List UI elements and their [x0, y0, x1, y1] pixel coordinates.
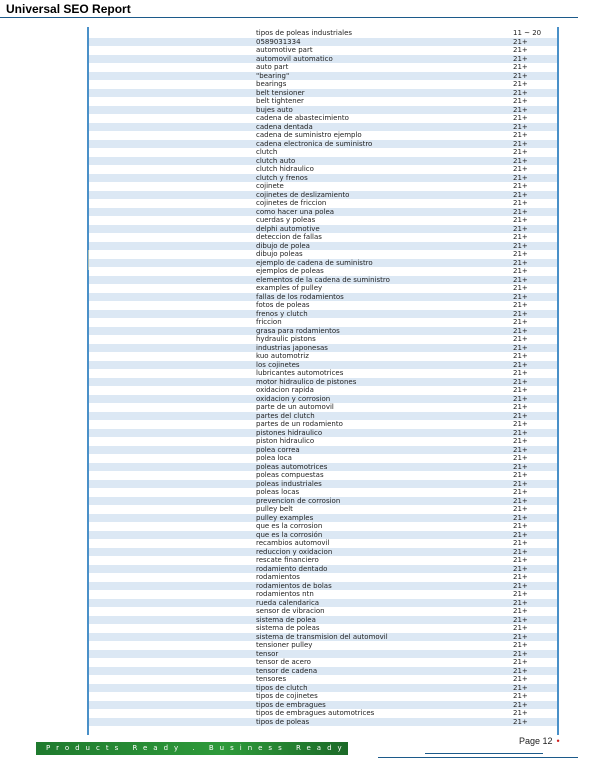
rank-cell: 21+ [513, 530, 528, 539]
table-row [89, 38, 557, 47]
footer-tagline-bar [36, 742, 348, 755]
table-row [89, 369, 557, 378]
rank-cell: 21+ [513, 377, 528, 386]
table-row [89, 72, 557, 81]
keyword-cell: delphi automotive [256, 224, 320, 233]
rank-cell: 21+ [513, 148, 528, 156]
keyword-cell: cojinetes de deslizamiento [256, 190, 350, 199]
keyword-cell: clutch hidraulico [256, 165, 314, 173]
table-row [89, 131, 557, 140]
table-row [89, 616, 557, 625]
rank-cell: 21+ [513, 46, 528, 54]
table-row [89, 650, 557, 659]
table-row [89, 157, 557, 166]
keyword-cell: parte de un automovil [256, 403, 334, 411]
rank-cell: 21+ [513, 122, 528, 131]
rank-cell: 21+ [513, 241, 528, 250]
footer-rule-short [425, 753, 543, 754]
keyword-cell: polea loca [256, 454, 292, 462]
table-row [89, 599, 557, 608]
table-row [89, 386, 557, 395]
keyword-cell: rescate financiero [256, 556, 319, 564]
rank-cell: 21+ [513, 199, 528, 207]
keyword-cell: fallas de los rodamientos [256, 292, 344, 301]
keyword-cell: tensor de acero [256, 658, 311, 666]
keyword-cell: friccion [256, 318, 282, 326]
table-row [89, 327, 557, 336]
rank-cell: 21+ [513, 343, 528, 352]
table-row [89, 633, 557, 642]
table-row [89, 539, 557, 548]
rank-cell: 11 ~ 20 [513, 29, 542, 37]
keyword-cell: prevencion de corrosion [256, 496, 341, 505]
keyword-cell: rueda calendarica [256, 598, 320, 607]
keyword-cell: tipos de embragues automotrices [256, 709, 375, 717]
rank-cell: 21+ [513, 420, 528, 428]
keyword-cell: belt tensioner [256, 88, 305, 97]
table-row [89, 199, 557, 208]
rank-cell: 21+ [513, 692, 528, 700]
rank-cell: 21+ [513, 590, 528, 598]
keyword-cell: belt tightener [256, 97, 304, 105]
rank-cell: 21+ [513, 63, 528, 71]
keyword-cell: pulley belt [256, 505, 293, 513]
keyword-cell: clutch y frenos [256, 173, 308, 182]
table-row [89, 556, 557, 565]
table-row [89, 624, 557, 633]
rank-cell: 21+ [513, 88, 528, 97]
rank-cell: 21+ [513, 71, 528, 80]
rank-cell: 21+ [513, 598, 528, 607]
keyword-cell: fotos de poleas [256, 301, 310, 309]
page-marker-icon: • [556, 736, 560, 746]
rank-cell: 21+ [513, 80, 528, 88]
keyword-cell: sistema de polea [256, 615, 316, 624]
table-row [89, 395, 557, 404]
table-row [89, 318, 557, 327]
rank-cell: 21+ [513, 556, 528, 564]
footer-tagline: Products Ready . Business Ready [46, 744, 348, 752]
keyword-cell: rodamientos [256, 573, 300, 581]
keyword-cell: oxidacion y corrosion [256, 394, 331, 403]
rank-cell: 21+ [513, 190, 528, 199]
rank-cell: 21+ [513, 267, 528, 275]
rank-cell: 21+ [513, 488, 528, 496]
rank-cell: 21+ [513, 369, 528, 377]
table-row [89, 497, 557, 506]
table-row [89, 412, 557, 421]
keyword-cell: cojinete [256, 182, 284, 190]
keyword-ranking-table [89, 29, 557, 726]
rank-cell: 21+ [513, 683, 528, 692]
rank-cell: 21+ [513, 428, 528, 437]
rank-cell: 21+ [513, 496, 528, 505]
keyword-cell: pistones hidraulico [256, 428, 323, 437]
keyword-cell: ejemplos de poleas [256, 267, 324, 275]
rank-cell: 21+ [513, 624, 528, 632]
table-row [89, 667, 557, 676]
table-row [89, 361, 557, 370]
rank-cell: 21+ [513, 709, 528, 717]
table-row [89, 114, 557, 123]
table-row [89, 63, 557, 72]
rank-cell: 21+ [513, 207, 528, 216]
table-row [89, 344, 557, 353]
keyword-cell: recambios automovil [256, 539, 330, 547]
keyword-cell: dibujo poleas [256, 250, 303, 258]
keyword-cell: examples of pulley [256, 284, 323, 292]
rank-cell: 21+ [513, 675, 528, 683]
rank-cell: 21+ [513, 352, 528, 360]
keyword-cell: poleas automotrices [256, 462, 328, 471]
rank-cell: 21+ [513, 411, 528, 420]
table-row [89, 514, 557, 523]
keyword-cell: frenos y clutch [256, 309, 308, 318]
table-row [89, 429, 557, 438]
table-row [89, 709, 557, 718]
table-row [89, 403, 557, 412]
keyword-cell: deteccion de fallas [256, 233, 322, 241]
table-row [89, 531, 557, 540]
rank-cell: 21+ [513, 607, 528, 615]
rank-cell: 21+ [513, 156, 528, 165]
keyword-cell: rodamientos de bolas [256, 581, 332, 590]
rank-cell: 21+ [513, 632, 528, 641]
rank-cell: 21+ [513, 717, 528, 726]
keyword-cell: reduccion y oxidacion [256, 547, 333, 556]
keyword-cell: tipos de clutch [256, 683, 308, 692]
header-rule [0, 17, 578, 18]
keyword-cell: partes de un rodamiento [256, 420, 343, 428]
rank-cell: 21+ [513, 233, 528, 241]
keyword-cell: tensores [256, 675, 287, 683]
keyword-cell: automotive part [256, 46, 313, 54]
keyword-cell: industrias japonesas [256, 343, 328, 352]
table-row [89, 250, 557, 259]
keyword-cell: como hacer una polea [256, 207, 335, 216]
table-row [89, 165, 557, 174]
keyword-cell: rodamientos ntn [256, 590, 314, 598]
rank-cell: 21+ [513, 131, 528, 139]
page-number [519, 736, 560, 746]
keyword-cell: grasa para rodamientos [256, 326, 340, 335]
rank-cell: 21+ [513, 173, 528, 182]
table-row [89, 582, 557, 591]
table-row [89, 191, 557, 200]
table-row [89, 46, 557, 55]
rank-cell: 21+ [513, 394, 528, 403]
table-row [89, 267, 557, 276]
table-row [89, 208, 557, 217]
table-row [89, 140, 557, 149]
rank-cell: 21+ [513, 539, 528, 547]
keyword-cell: los cojinetes [256, 360, 300, 369]
keyword-cell: poleas industriales [256, 479, 322, 488]
keyword-cell: sensor de vibracion [256, 607, 325, 615]
table-row [89, 658, 557, 667]
table-row [89, 284, 557, 293]
keyword-cell: sistema de poleas [256, 624, 320, 632]
keyword-cell: cadena de suministro ejemplo [256, 131, 362, 139]
rank-cell: 21+ [513, 649, 528, 658]
keyword-cell: tensioner pulley [256, 641, 313, 649]
keyword-cell: polea correa [256, 445, 300, 454]
keyword-cell: ejemplo de cadena de suministro [256, 258, 373, 267]
rank-cell: 21+ [513, 309, 528, 318]
keyword-cell: clutch auto [256, 156, 296, 165]
table-row [89, 55, 557, 64]
rank-cell: 21+ [513, 165, 528, 173]
rank-cell: 21+ [513, 335, 528, 343]
rank-cell: 21+ [513, 258, 528, 267]
table-row [89, 641, 557, 650]
rank-cell: 21+ [513, 105, 528, 114]
table-row [89, 148, 557, 157]
table-row [89, 276, 557, 285]
keyword-cell: oxidacion rapida [256, 386, 314, 394]
keyword-cell: bujes auto [256, 105, 293, 114]
table-row [89, 310, 557, 319]
keyword-cell: rodamiento dentado [256, 564, 328, 573]
rank-cell: 21+ [513, 666, 528, 675]
table-row [89, 225, 557, 234]
rank-cell: 21+ [513, 513, 528, 522]
table-row [89, 463, 557, 472]
table-row [89, 573, 557, 582]
rank-cell: 21+ [513, 437, 528, 445]
rank-cell: 21+ [513, 139, 528, 148]
keyword-cell: poleas compuestas [256, 471, 324, 479]
table-row [89, 123, 557, 132]
table-row [89, 174, 557, 183]
keyword-cell: tipos de poleas industriales [256, 29, 353, 37]
rank-cell: 21+ [513, 182, 528, 190]
rank-cell: 21+ [513, 284, 528, 292]
rank-cell: 21+ [513, 581, 528, 590]
keyword-cell: dibujo de polea [256, 241, 310, 250]
table-row [89, 454, 557, 463]
rank-cell: 21+ [513, 114, 528, 122]
keyword-cell: elementos de la cadena de suministro [256, 275, 390, 284]
keyword-cell: kuo automotriz [256, 352, 309, 360]
rank-cell: 21+ [513, 275, 528, 284]
keyword-cell: poleas locas [256, 488, 300, 496]
rank-cell: 21+ [513, 326, 528, 335]
table-row [89, 505, 557, 514]
table-row [89, 301, 557, 310]
table-row [89, 565, 557, 574]
table-row [89, 97, 557, 106]
table-row [89, 548, 557, 557]
rank-cell: 21+ [513, 547, 528, 556]
keyword-cell: motor hidraulico de pistones [256, 377, 357, 386]
rank-cell: 21+ [513, 505, 528, 513]
table-row [89, 480, 557, 489]
rank-cell: 21+ [513, 97, 528, 105]
table-row [89, 182, 557, 191]
page-label: Page 12 [519, 736, 553, 746]
keyword-cell: cojinetes de friccion [256, 199, 327, 207]
rank-cell: 21+ [513, 479, 528, 488]
table-row [89, 293, 557, 302]
rank-cell: 21+ [513, 658, 528, 666]
keyword-cell: tensor de cadena [256, 666, 318, 675]
keyword-cell: clutch [256, 148, 278, 156]
table-row [89, 590, 557, 599]
keyword-cell: tipos de embragues [256, 700, 326, 709]
keyword-cell: que es la corrosion [256, 522, 323, 530]
rank-cell: 21+ [513, 360, 528, 369]
rank-cell: 21+ [513, 522, 528, 530]
rank-cell: 21+ [513, 403, 528, 411]
table-row [89, 89, 557, 98]
keyword-cell: hydraulic pistons [256, 335, 316, 343]
table-row [89, 692, 557, 701]
keyword-cell: sistema de transmision del automovil [256, 632, 388, 641]
keyword-cell: bearings [256, 80, 287, 88]
rank-cell: 21+ [513, 318, 528, 326]
rank-cell: 21+ [513, 454, 528, 462]
rank-cell: 21+ [513, 37, 528, 46]
rank-cell: 21+ [513, 216, 528, 224]
table-row [89, 446, 557, 455]
table-row [89, 216, 557, 225]
rank-cell: 21+ [513, 250, 528, 258]
footer-rule-long [378, 757, 578, 758]
keyword-cell: lubricantes automotrices [256, 369, 344, 377]
table-row [89, 488, 557, 497]
rank-cell: 21+ [513, 700, 528, 709]
table-row [89, 80, 557, 89]
keyword-cell: tipos de poleas [256, 717, 310, 726]
keyword-cell: cadena electronica de suministro [256, 139, 373, 148]
table-row [89, 335, 557, 344]
rank-cell: 21+ [513, 301, 528, 309]
rank-cell: 21+ [513, 224, 528, 233]
table-row [89, 718, 557, 727]
rank-cell: 21+ [513, 471, 528, 479]
keyword-cell: "bearing" [256, 71, 290, 80]
table-row [89, 522, 557, 531]
rank-cell: 21+ [513, 292, 528, 301]
table-row [89, 233, 557, 242]
table-row [89, 471, 557, 480]
table-row [89, 607, 557, 616]
rank-cell: 21+ [513, 615, 528, 624]
table-row [89, 701, 557, 710]
keyword-cell: 0589031334 [256, 37, 301, 46]
rank-cell: 21+ [513, 462, 528, 471]
rank-cell: 21+ [513, 564, 528, 573]
rank-cell: 21+ [513, 445, 528, 454]
rank-cell: 21+ [513, 386, 528, 394]
keyword-cell: pulley examples [256, 513, 314, 522]
keyword-cell: piston hidraulico [256, 437, 315, 445]
table-row [89, 106, 557, 115]
table-row [89, 420, 557, 429]
table-row [89, 437, 557, 446]
table-row [89, 259, 557, 268]
keyword-cell: cadena dentada [256, 122, 313, 131]
rank-cell: 21+ [513, 573, 528, 581]
table-row [89, 675, 557, 684]
keyword-cell: partes del clutch [256, 411, 315, 420]
table-row [89, 29, 557, 38]
keyword-cell: tipos de cojinetes [256, 692, 318, 700]
report-title: Universal SEO Report [6, 2, 131, 16]
keyword-cell: tensor [256, 649, 279, 658]
keyword-cell: que es la corrosión [256, 530, 323, 539]
table-row [89, 352, 557, 361]
table-row [89, 378, 557, 387]
keyword-cell: auto part [256, 63, 289, 71]
keyword-cell: automovil automatico [256, 54, 333, 63]
table-row [89, 684, 557, 693]
rank-cell: 21+ [513, 641, 528, 649]
keyword-cell: cuerdas y poleas [256, 216, 316, 224]
keyword-cell: cadena de abastecimiento [256, 114, 349, 122]
table-row [89, 242, 557, 251]
rank-cell: 21+ [513, 54, 528, 63]
